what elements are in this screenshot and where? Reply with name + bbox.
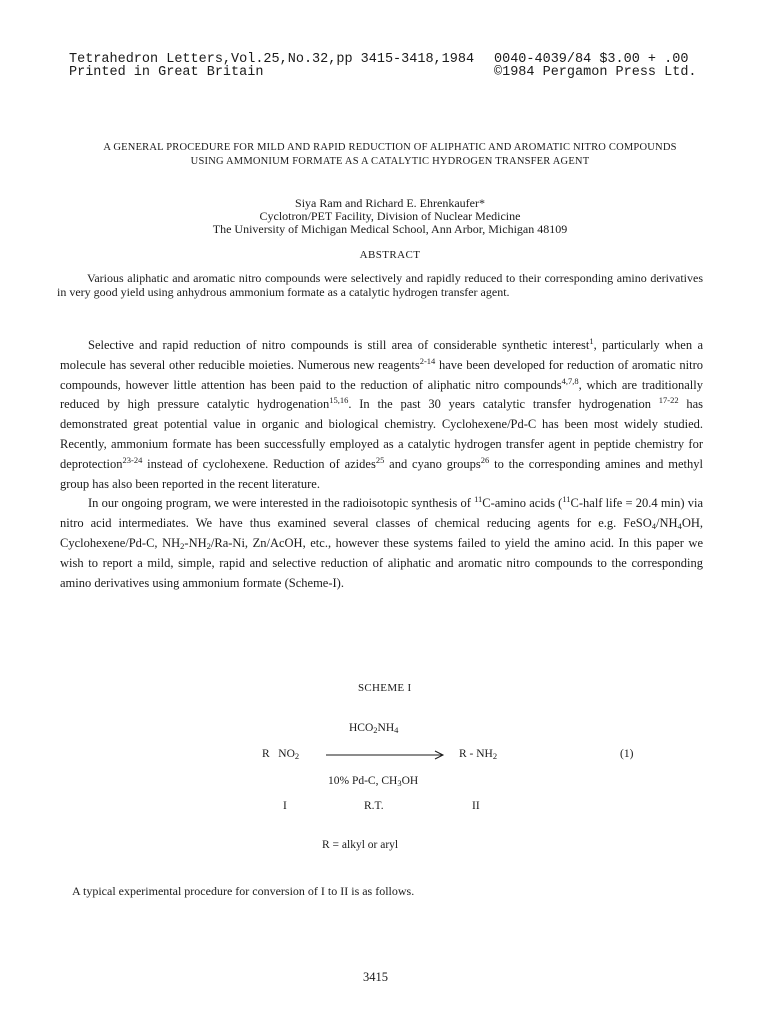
- scheme-conditions: R.T.: [364, 800, 384, 812]
- compound-label-end: II: [472, 800, 480, 812]
- isotope-mass: 11: [474, 494, 483, 505]
- isotope-mass: 11: [562, 494, 571, 505]
- paragraph-1: Selective and rapid reduction of nitro compounds is still area of considerable synthetic interest$^1$, particularly when a molecule has several other reducible moieties. Numerous new reagents$^{2-14}$ have been developed for reduction of aromatic nitro compounds, however little attention has been paid to the reduction of aliphatic nitro compounds$^{4,7,8}$, which are traditionally reduced by high pressure catalytic hydrogenation$^{15,16}$. In the past 30 years catalytic transfer hydrogenation $^{17-22}$ has demonstrated great potential value in organic and biological chemistry. Cyclohexene/Pd-C has been most widely studied. Recently, ammonium formate has been successfully employed as a catalytic hydrogen transfer agent in peptide chemistry for deprotection$^{23-24}$ instead of cyclohexene. Reduction of azides$^{25}$ and cyano groups$^{26}$ to the corresponding amines and methyl group has also been reported in the recent literature.: [60, 336, 703, 491]
- paragraph-2: In our ongoing program, we were interested in the radioisotopic synthesis of $^{11}$C-amino acids ($^{11}$C-half life = 20.4 min) via nitro acid intermediates. We have thus examined several classes of chemical reducing agents for e.g. $FeSO_4/NH_4OH$, Cyclohexene/Pd-C, $NH_2-NH_2/Ra-Ni$, Zn/AcOH, etc., however these systems failed to yield the amino acid. In this paper we wish to report a mild, simple, rapid and selective reduction of aliphatic and aromatic nitro compounds to the corresponding amino derivatives using ammonium formate (Scheme-I).: [60, 494, 704, 590]
- reaction-arrow-icon: [326, 750, 446, 760]
- abstract-text: Various aliphatic and aromatic nitro compounds were selectively and rapidly reduced to their corresponding amino derivatives in very good yield using anhydrous ammonium formate as a catalytic hydrogen transfer agent.: [57, 271, 703, 299]
- citation-ref: 17-22: [658, 395, 679, 406]
- citation-ref: 4,7,8: [561, 375, 579, 386]
- citation-ref: 15,16: [329, 395, 349, 406]
- scheme-heading: SCHEME I: [358, 682, 412, 694]
- citation-ref: 26: [480, 454, 490, 465]
- paper-title-line-2: USING AMMONIUM FORMATE AS A CATALYTIC HYDROGEN TRANSFER AGENT: [190, 156, 590, 167]
- citation-ref: 2-14: [419, 355, 436, 366]
- citation-ref: 23-24: [122, 454, 143, 465]
- citation-ref: 25: [375, 454, 385, 465]
- equation-number: (1): [620, 748, 634, 760]
- issn-price: 0040-4039/84 $3.00 + .00: [494, 52, 689, 67]
- body-text: [60, 336, 703, 593]
- printed-in: Printed in Great Britain: [69, 65, 264, 80]
- affiliation-line-2: The University of Michigan Medical School, Ann Arbor, Michigan 48109: [212, 222, 568, 236]
- procedure-intro: A typical experimental procedure for conversion of I to II is as follows.: [72, 884, 415, 898]
- abstract-heading: ABSTRACT: [359, 249, 421, 261]
- scheme-reagent: $HCO_2NH_4$: [349, 722, 399, 735]
- authors: Siya Ram and Richard E. Ehrenkaufer*: [295, 196, 485, 210]
- abstract: [57, 272, 703, 299]
- scheme-product: R - $NH_2$: [459, 748, 498, 761]
- r-group-definition: R = alkyl or aryl: [322, 839, 399, 851]
- copyright: ©1984 Pergamon Press Ltd.: [494, 65, 697, 80]
- scheme-reactant: R $NO_2$: [262, 748, 300, 761]
- affiliation-line-1: Cyclotron/PET Facility, Division of Nuclear Medicine: [259, 209, 521, 223]
- citation-ref: 1: [589, 336, 594, 346]
- page-number: 3415: [363, 970, 388, 984]
- paper-title-line-1: A GENERAL PROCEDURE FOR MILD AND RAPID REDUCTION OF ALIPHATIC AND AROMATIC NITRO COMPOUNDS: [103, 142, 677, 153]
- scheme-catalyst: 10% Pd-C, $CH_3OH$: [328, 775, 419, 788]
- journal-citation: Tetrahedron Letters,Vol.25,No.32,pp 3415-3418,1984: [69, 52, 475, 67]
- compound-label-start: I: [283, 800, 287, 812]
